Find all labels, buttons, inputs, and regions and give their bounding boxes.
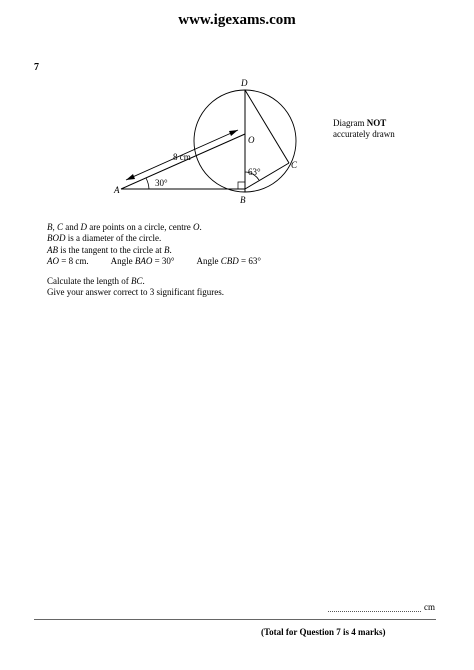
label-c: C: [291, 160, 298, 170]
label-angle-b: 63°: [248, 167, 261, 177]
statement-line-2: BOD is a diameter of the circle.: [47, 233, 162, 244]
label-length: 8 cm: [173, 152, 191, 162]
label-a: A: [114, 185, 120, 195]
angle-arc-a: [146, 178, 149, 189]
task-line-2: Give your answer correct to 3 significant figures.: [47, 287, 224, 298]
divider: [34, 619, 436, 620]
question-number: 7: [34, 62, 39, 73]
chord-dc: [245, 90, 289, 163]
label-angle-a: 30°: [155, 178, 168, 188]
label-b: B: [240, 195, 246, 205]
statement-line-4: AO = 8 cm. Angle BAO = 30° Angle CBD = 63°: [47, 255, 261, 266]
label-d: D: [241, 78, 248, 88]
right-angle-marker: [238, 182, 245, 189]
label-o: O: [248, 135, 255, 145]
task-line-1: Calculate the length of BC.: [47, 276, 145, 287]
total-marks: (Total for Question 7 is 4 marks): [261, 627, 386, 637]
statement-line-3: AB is the tangent to the circle at B.: [47, 244, 172, 255]
answer-line[interactable]: [328, 603, 421, 612]
site-header: www.igexams.com: [178, 12, 296, 28]
question-body: [47, 222, 261, 299]
not-bold: NOT: [366, 118, 387, 128]
answer-unit: cm: [424, 602, 435, 612]
statement-line-1: B, C and D are points on a circle, centre O.: [47, 222, 202, 232]
diagram-note: Diagram NOT accurately drawn: [333, 118, 395, 139]
